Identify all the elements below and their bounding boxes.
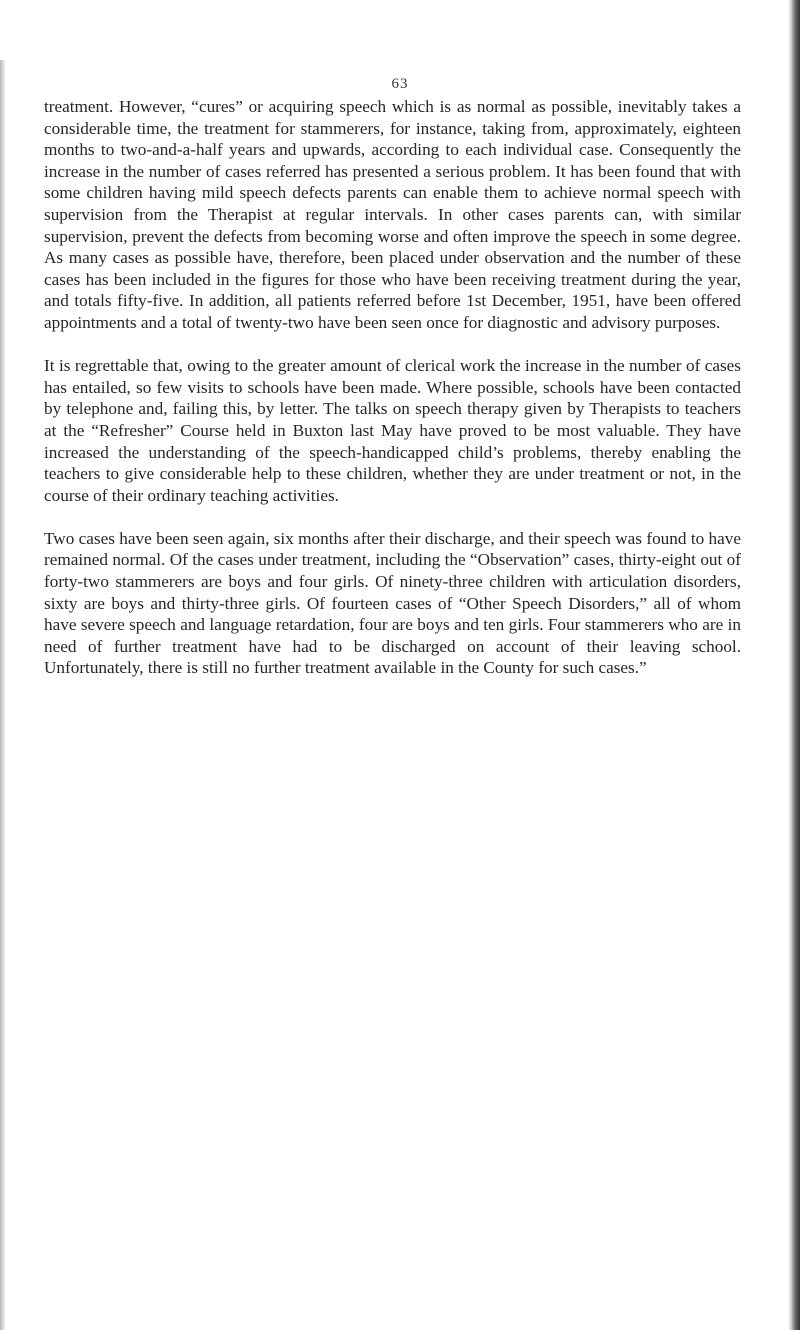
page-number: 63 (391, 76, 409, 92)
paragraph-3: Two cases have been seen again, six months after their discharge, and their speech was found to have remained normal. Of the cases under treatment, including the “Observation” cases, thirty-eight out of forty-two stammerers are boys and four girls. Of ninety-three children with articulation disorders, sixty are boys and thirty-three girls. Of fourteen cases of “Other Speech Disorders,” all of whom have severe speech and language retardation, four are boys and ten girls. Four stammerers who are in need of further treatment have had to be discharged on account of their leaving school. Unfortunately, there is still no further treatment available in the County for such cases.” (44, 528, 741, 678)
page-left-shadow (0, 60, 6, 1330)
body-text (44, 96, 741, 679)
paragraph-2: It is regrettable that, owing to the greater amount of clerical work the increase in the number of cases has entailed, so few visits to schools have been made. Where possible, schools have been contacted by telephone and, failing this, by letter. The talks on speech therapy given by Therapists to teachers at the “Refresher” Course held in Buxton last May have proved to be most valuable. They have increased the understanding of the speech-handicapped child’s problems, thereby enabling the teachers to give considerable help to these children, whether they are under treatment or not, in the course of their ordinary teaching activities. (44, 356, 741, 505)
page-right-shadow (788, 0, 800, 1330)
paragraph-1: treatment. However, “cures” or acquiring speech which is as normal as possible, inevitably takes a considerable time, the treatment for stammerers, for instance, taking from, approximately, eighteen months to two-and-a-half years and upwards, according to each individual case. Consequently the increase in the number of cases referred has presented a serious problem. It has been found that with some children having mild speech defects parents can enable them to achieve normal speech with supervision from the Therapist at regular intervals. In other cases parents can, with similar supervision, prevent the defects from becoming worse and often improve the speech in some degree. As many cases as possible have, therefore, been placed under observation and the number of these cases has been included in the figures for those who have been receiving treatment during the year, and totals fifty-five. In addition, all patients referred before 1st December, 1951, have been offered appointments and a total of twenty-two have been seen once for diagnostic and advisory purposes. (44, 97, 741, 332)
